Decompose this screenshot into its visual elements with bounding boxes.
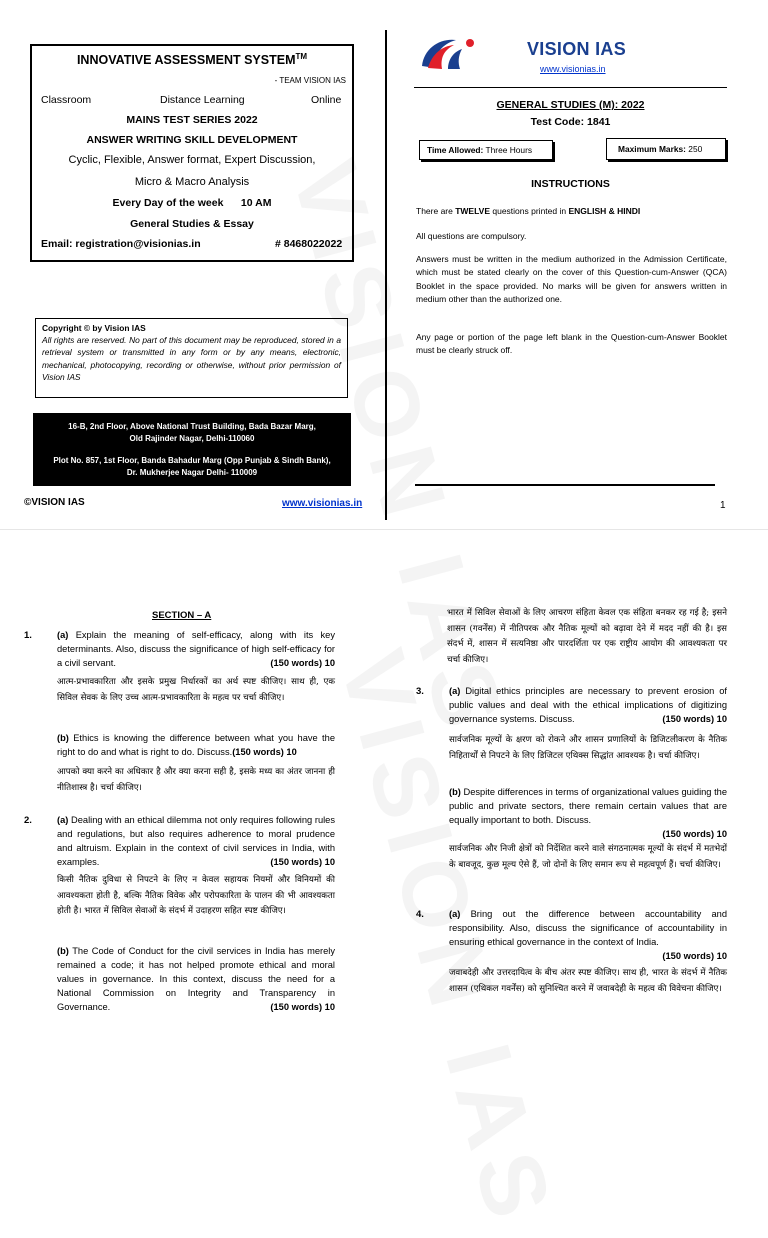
series-title: MAINS TEST SERIES 2022	[126, 114, 258, 126]
q3b-text: (b) Despite differences in terms of organizational values guiding the public and private sectors, there remain certain values that are equally important to both. Discuss. (150 words) 10	[449, 787, 727, 840]
q1b-text: (b) Ethics is knowing the difference between what you have the right to do and what is right to do. Discuss.(150 words) 10	[57, 733, 335, 758]
copyright-box	[35, 318, 348, 398]
q3-number: 3.	[416, 686, 424, 697]
instructions-heading: INSTRUCTIONS	[531, 178, 610, 190]
instruction-4: Any page or portion of the page left blank in the Question-cum-Answer Booklet must be clearly struck off.	[416, 332, 727, 356]
page-break	[0, 529, 768, 530]
header-brand: VISION IAS	[527, 39, 627, 59]
q3a-hindi: सार्वजनिक मूल्यों के क्षरण को रोकने और शासन प्रणालियों के डिजिटलीकरण के नैतिक निहितार्थों से निपटने के लिए डिजिटल एथिक्स सिद्धांत आवश्यक है। चर्चा कीजिए।	[449, 735, 727, 761]
phone: # 8468022022	[275, 238, 343, 250]
footer-link[interactable]: www.visionias.in	[282, 498, 363, 509]
footer-brand: ©VISION IAS	[24, 497, 85, 508]
address-line4: Dr. Mukherjee Nagar Delhi- 110009	[126, 467, 258, 477]
q4-number: 4.	[416, 909, 424, 920]
schedule: Every Day of the week 10 AM	[112, 197, 272, 209]
cover-team: - TEAM VISION IAS	[274, 76, 346, 85]
q1a-hindi: आत्म-प्रभावकारिता और इसके प्रमुख निर्धारकों का अर्थ स्पष्ट कीजिए। साथ ही, एक सिविल सेवक के लिए उच्च आत्म-प्रभावकारिता के महत्व पर चर्चा कीजिए।	[57, 677, 335, 703]
copyright-title: Copyright © by Vision IAS	[42, 323, 146, 333]
address-box	[33, 413, 351, 486]
mode-classroom: Classroom	[41, 94, 92, 106]
mode-online: Online	[311, 94, 342, 106]
q1a-text: (a) Explain the meaning of self-efficacy, along with its key determinants. Also, discuss the significance of high self-efficacy for a civil servant. (150 words) 10	[57, 630, 335, 669]
q2b-hindi: भारत में सिविल सेवाओं के लिए आचरण संहिता केवल एक संहिता बनकर रह गई है; इसने शासन (गवर्नेंस) में नीतिपरक और नैतिक मूल्यों को बढ़ावा देने में मदद नहीं की है। इस संदर्भ में, शासन में सत्यनिष्ठा और पारदर्शिता पर एक राष्ट्रीय आयोग की आवश्यकता पर चर्चा कीजिए।	[447, 608, 727, 665]
bottom-rule	[415, 484, 715, 486]
q3a-text: (a) Digital ethics principles are necessary to prevent erosion of public values and deal with the ethical implications of digitizing governance systems. Discuss. (150 words) 10	[449, 686, 727, 725]
features-line1: Cyclic, Flexible, Answer format, Expert Discussion,	[68, 154, 316, 166]
q4a-hindi: जवाबदेही और उत्तरदायित्व के बीच अंतर स्पष्ट कीजिए। साथ ही, भारत के संदर्भ में नैतिक शासन (एथिकल गवर्नेंस) को सुनिश्चित करने में जवाबदेही के महत्व की विवेचना कीजिए।	[449, 968, 727, 994]
column-divider	[385, 30, 387, 520]
features-line2: Micro & Macro Analysis	[134, 176, 250, 188]
cover-title: INNOVATIVE ASSESSMENT SYSTEM™	[76, 52, 308, 68]
cover-info-box	[30, 44, 354, 262]
q1-number: 1.	[24, 630, 32, 641]
q2-number: 2.	[24, 815, 32, 826]
instruction-2: All questions are compulsory.	[416, 231, 527, 241]
instruction-3: Answers must be written in the medium authorized in the Admission Certificate, which must be stated clearly on the cover of this Question-cum-Answer (QCA) Booklet in the space provided. No marks will be given for answers written in medium other than the authorized one.	[416, 254, 727, 305]
q3b-hindi: सार्वजनिक और निजी क्षेत्रों को निर्देशित करने वाले संगठनात्मक मूल्यों के संदर्भ में मतभेदों के बावजूद, कुछ मूल्य ऐसे हैं, जो दोनों के लिए समान रूप से महत्वपूर्ण हैं। चर्चा कीजिए।	[449, 844, 727, 870]
time-allowed-box: Time Allowed: Three Hours	[419, 140, 553, 160]
q2a-text: (a) Dealing with an ethical dilemma not only requires following rules and regulations, but also requires adherence to moral prudence and altruism. Explain in the context of civil services in India, with examples. (150 words) 10	[57, 815, 335, 868]
header-rule	[414, 87, 727, 88]
q2b-text: (b) The Code of Conduct for the civil services in India has merely remained a code; it has not helped promote ethical and moral values in governance. In this context, discuss the need for a National Commission on Integrity and Transparency in Governance. (150 words) 10	[57, 946, 335, 1013]
q4a-text: (a) Bring out the difference between accountability and responsibility. Also, discuss the significance of accountability in ensuring ethical governance in the context of India. (150 words) 10	[449, 909, 727, 962]
test-code: Test Code: 1841	[530, 116, 611, 128]
page-number: 1	[720, 500, 726, 511]
q1b-hindi: आपको क्या करने का अधिकार है और क्या करना सही है, इसके मध्य का अंतर जानना ही नीतिशास्त्र है। चर्चा कीजिए।	[57, 767, 335, 793]
instruction-1: There are TWELVE questions printed in ENGLISH & HINDI	[416, 206, 641, 216]
header-link[interactable]: www.visionias.in	[540, 64, 606, 74]
vision-ias-logo-icon	[418, 36, 478, 72]
mode-distance: Distance Learning	[160, 94, 245, 106]
copyright-body: All rights are reserved. No part of this document may be reproduced, stored in a retrieval system or transmitted in any form or by any means, electronic, mechanical, photocopying, recording or otherwise, without prior permission of Vision IAS	[42, 335, 341, 382]
address-line3: Plot No. 857, 1st Floor, Banda Bahadur Marg (Opp Punjab & Sindh Bank),	[53, 456, 331, 465]
section-title: SECTION – A	[152, 610, 212, 621]
address-line1: 16-B, 2nd Floor, Above National Trust Building, Bada Bazar Marg,	[68, 422, 316, 431]
subjects: General Studies & Essay	[130, 218, 254, 230]
address-line2: Old Rajinder Nagar, Delhi-110060	[129, 433, 255, 443]
program-title: ANSWER WRITING SKILL DEVELOPMENT	[86, 134, 298, 146]
max-marks-box: Maximum Marks: 250	[606, 138, 726, 160]
q2a-hindi: किसी नैतिक दुविधा से निपटने के लिए न केवल सहायक नियमों और विनियमों की आवश्यकता होती है, बल्कि नैतिक विवेक और परोपकारिता के पालन की भी आवश्यकता होती है। भारत में सिविल सेवाओं के संदर्भ में उदाहरण सहित स्पष्ट कीजिए।	[57, 875, 335, 916]
exam-title: GENERAL STUDIES (M): 2022	[496, 99, 645, 111]
email: Email: registration@visionias.in	[41, 238, 201, 250]
